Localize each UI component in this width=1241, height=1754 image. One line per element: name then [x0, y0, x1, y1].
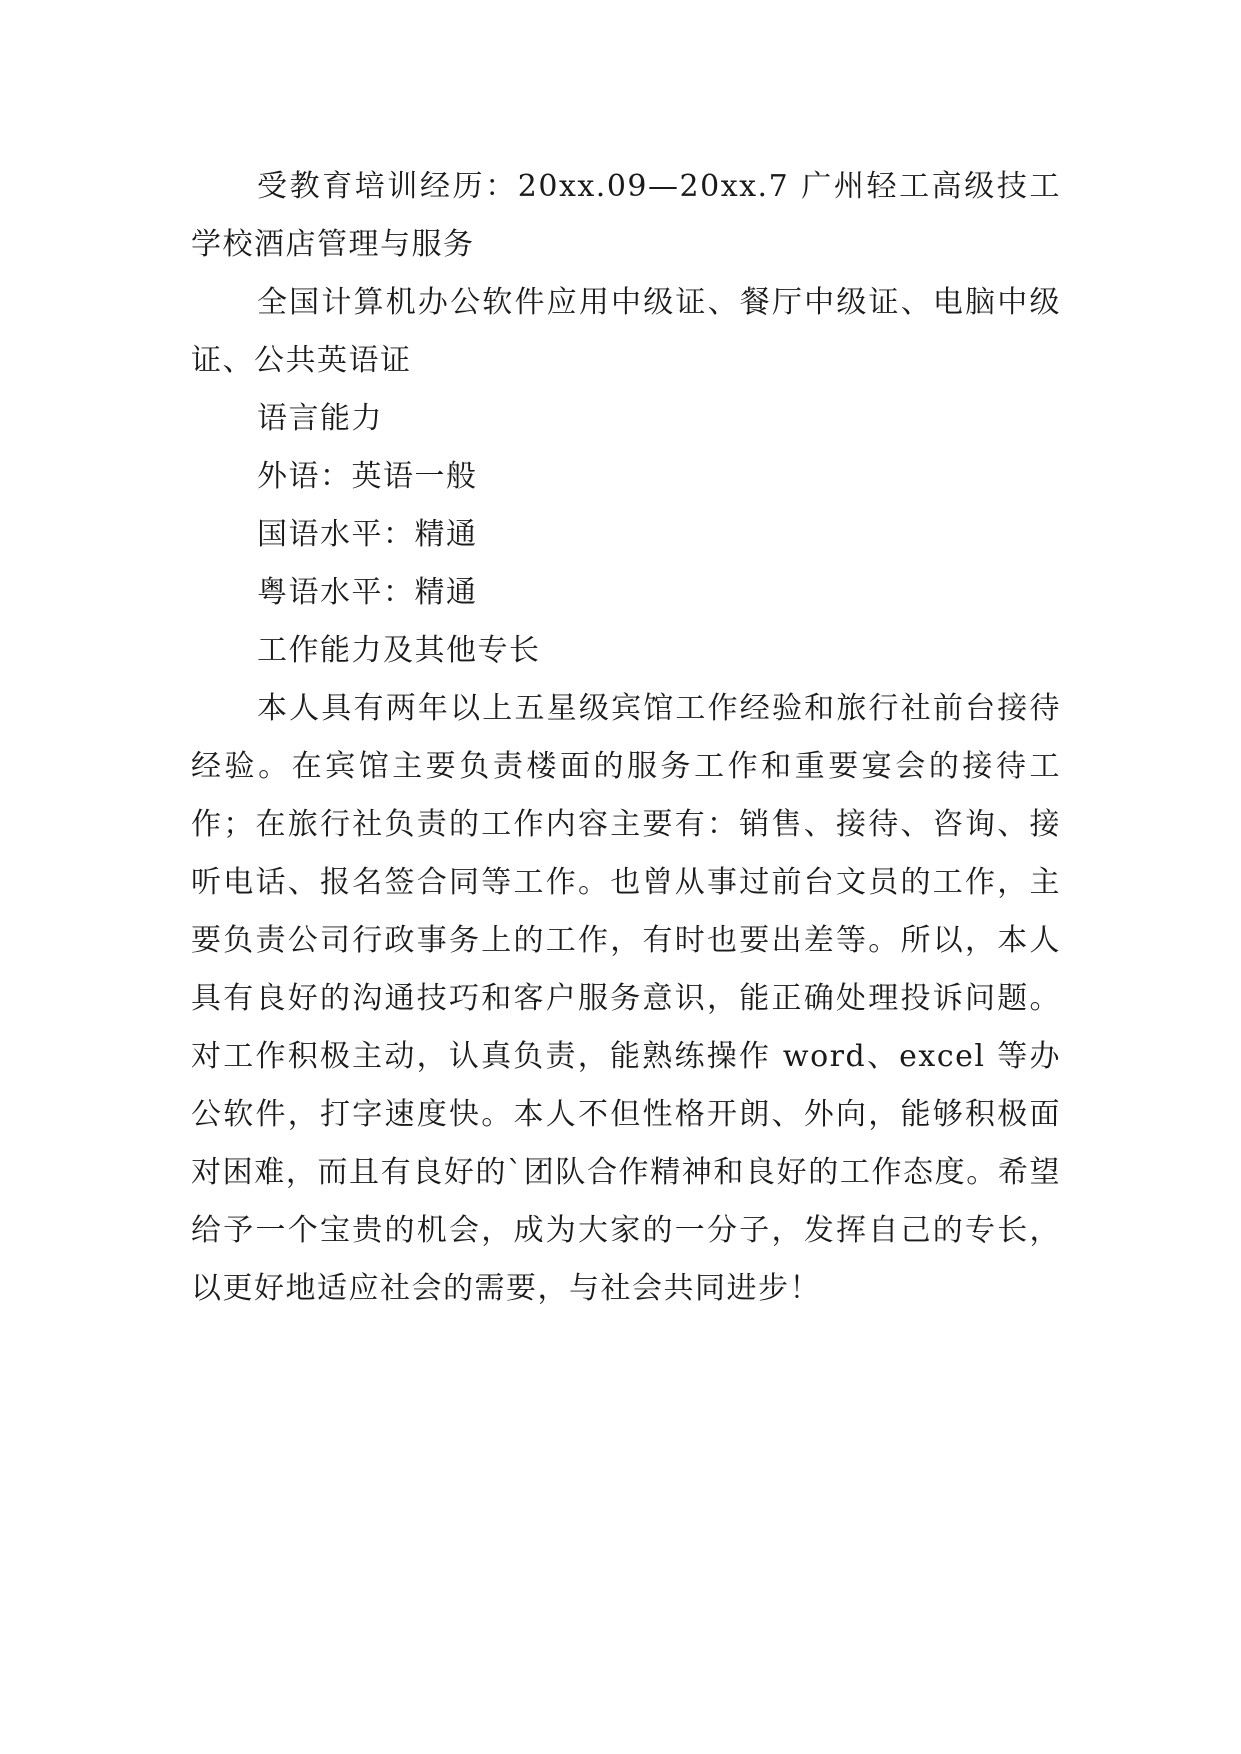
- work-ability-heading: 工作能力及其他专长: [257, 633, 541, 668]
- foreign-language-line: 外语：英语一般: [257, 459, 478, 494]
- education-paragraph: 受教育培训经历：20xx.09—20xx.7 广州轻工高级技工学校酒店管理与服务: [191, 169, 1061, 262]
- certificates-paragraph: 全国计算机办公软件应用中级证、餐厅中级证、电脑中级证、公共英语证: [191, 285, 1061, 378]
- document-body: [191, 158, 1061, 1318]
- self-description-paragraph: 本人具有两年以上五星级宾馆工作经验和旅行社前台接待经验。在宾馆主要负责楼面的服务工作和重要宴会的接待工作；在旅行社负责的工作内容主要有：销售、接待、咨询、接听电话、报名签合同等工作。也曾从事过前台文员的工作，主要负责公司行政事务上的工作，有时也要出差等。所以，本人具有良好的沟通技巧和客户服务意识，能正确处理投诉问题。对工作积极主动，认真负责，能熟练操作 word、excel 等办公软件，打字速度快。本人不但性格开朗、外向，能够积极面对困难，而且有良好的`团队合作精神和良好的工作态度。希望给予一个宝贵的机会，成为大家的一分子，发挥自己的专长，以更好地适应社会的需要，与社会共同进步！: [191, 691, 1061, 1306]
- language-ability-heading: 语言能力: [257, 401, 383, 436]
- cantonese-level-line: 粤语水平：精通: [257, 575, 478, 610]
- mandarin-level-line: 国语水平：精通: [257, 517, 478, 552]
